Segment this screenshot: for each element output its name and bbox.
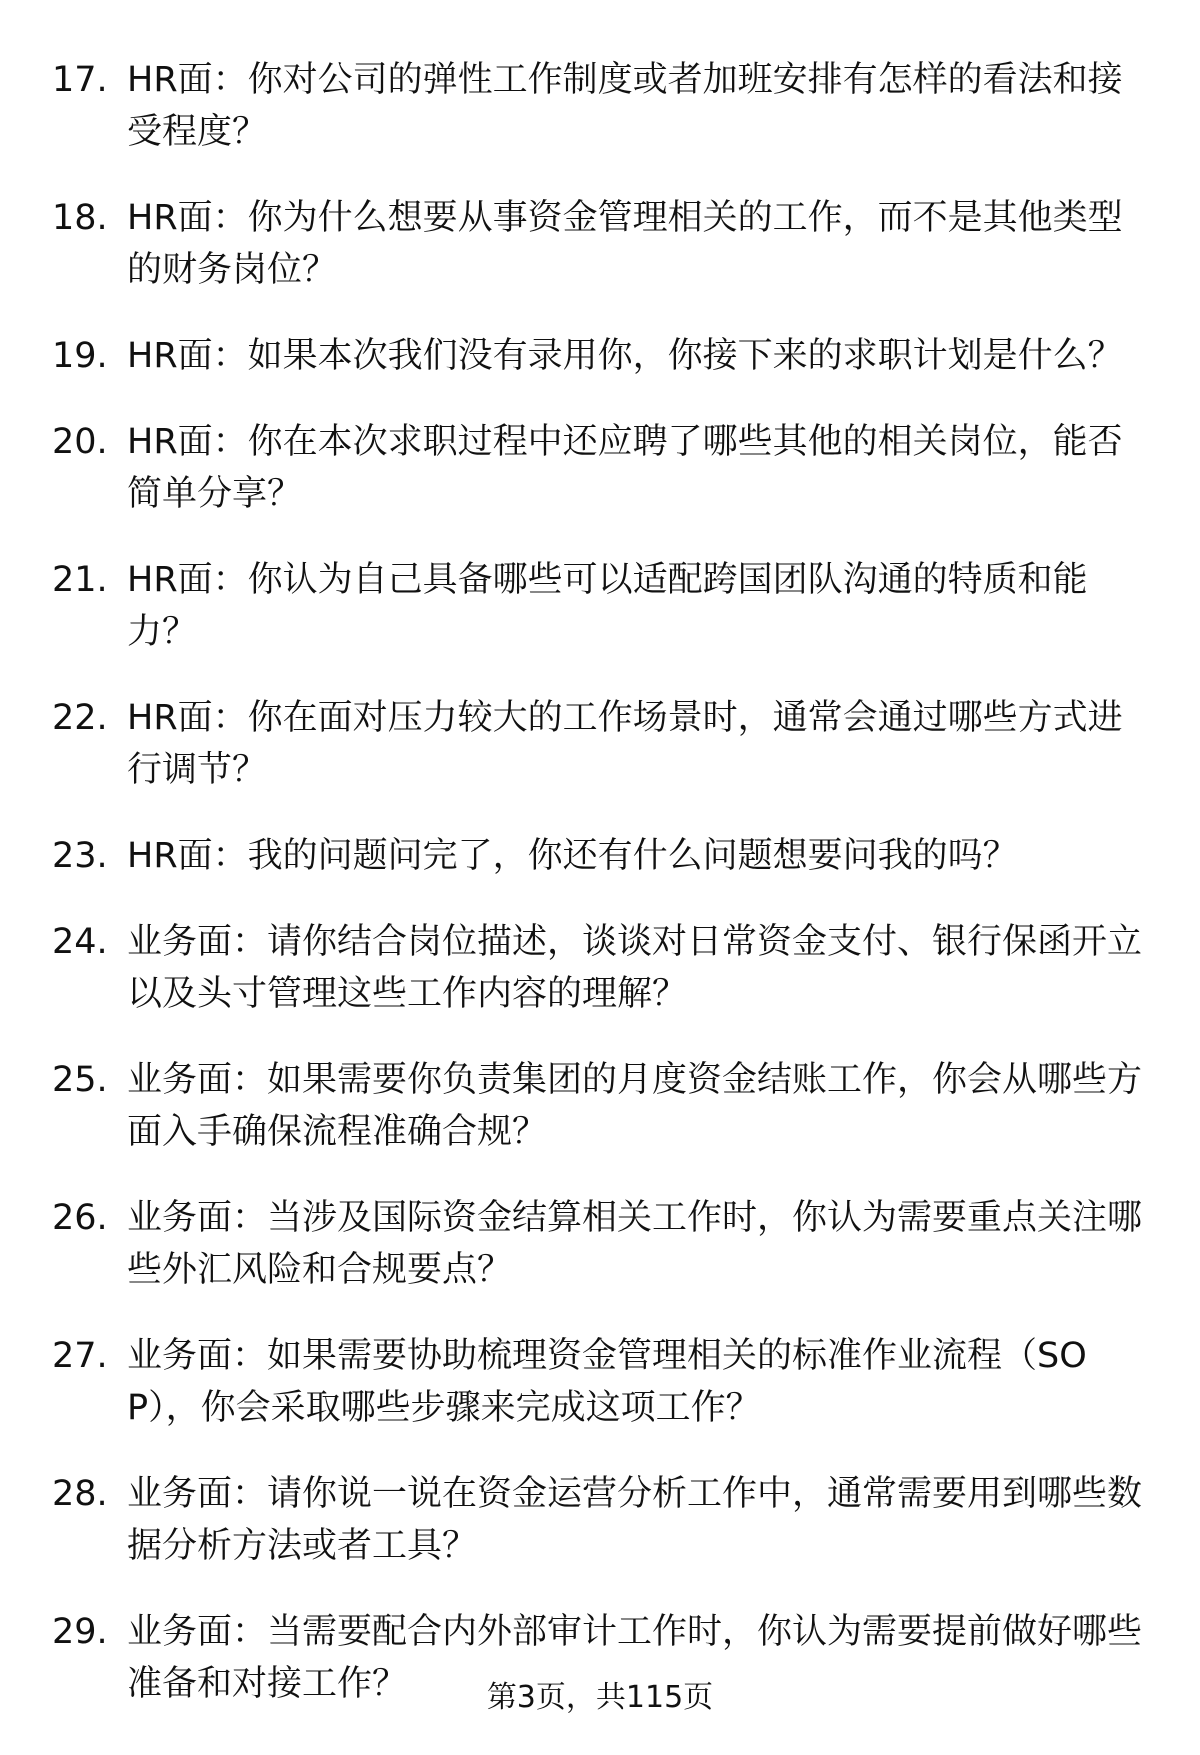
- question-item: [52, 416, 1157, 520]
- question-text: HR面：我的问题问完了，你还有什么问题想要问我的吗？: [127, 836, 1018, 876]
- page-footer: 第3页，共115页: [486, 1680, 714, 1715]
- question-item: [52, 1468, 1157, 1572]
- question-text: 业务面：当涉及国际资金结算相关工作时，你认为需要重点关注哪些外汇风险和合规要点？: [127, 1198, 1143, 1290]
- question-number: 27.: [52, 1336, 108, 1376]
- question-number: 29.: [52, 1612, 108, 1652]
- question-text: HR面：你在本次求职过程中还应聘了哪些其他的相关岗位，能否简单分享？: [127, 422, 1123, 514]
- question-number: 28.: [52, 1474, 108, 1514]
- question-text: HR面：如果本次我们没有录用你，你接下来的求职计划是什么？: [127, 336, 1123, 376]
- question-number: 26.: [52, 1198, 108, 1238]
- question-text: HR面：你为什么想要从事资金管理相关的工作，而不是其他类型的财务岗位？: [127, 198, 1123, 290]
- question-item: [52, 1330, 1157, 1434]
- question-text: 业务面：如果需要协助梳理资金管理相关的标准作业流程（SOP），你会采取哪些步骤来完成这项工作？: [127, 1336, 1087, 1428]
- question-number: 17.: [52, 60, 108, 100]
- question-number: 22.: [52, 698, 108, 738]
- question-number: 19.: [52, 336, 108, 376]
- question-number: 24.: [52, 922, 108, 962]
- question-text: 业务面：当需要配合内外部审计工作时，你认为需要提前做好哪些准备和对接工作？: [127, 1612, 1143, 1704]
- question-text: 业务面：请你结合岗位描述，谈谈对日常资金支付、银行保函开立以及头寸管理这些工作内容的理解？: [127, 922, 1143, 1014]
- question-item: [52, 54, 1157, 158]
- question-number: 23.: [52, 836, 108, 876]
- question-number: 18.: [52, 198, 108, 238]
- question-text: 业务面：请你说一说在资金运营分析工作中，通常需要用到哪些数据分析方法或者工具？: [127, 1474, 1143, 1566]
- question-item: [52, 1192, 1157, 1296]
- question-item: [52, 554, 1157, 658]
- question-item: [52, 692, 1157, 796]
- question-number: 20.: [52, 422, 108, 462]
- question-number: 21.: [52, 560, 108, 600]
- question-item: [52, 330, 1157, 382]
- question-item: [52, 830, 1157, 882]
- question-item: [52, 192, 1157, 296]
- question-text: HR面：你在面对压力较大的工作场景时，通常会通过哪些方式进行调节？: [127, 698, 1123, 790]
- question-text: HR面：你认为自己具备哪些可以适配跨国团队沟通的特质和能力？: [127, 560, 1088, 652]
- question-text: 业务面：如果需要你负责集团的月度资金结账工作，你会从哪些方面入手确保流程准确合规？: [127, 1060, 1143, 1152]
- question-number: 25.: [52, 1060, 108, 1100]
- question-list: [52, 54, 1157, 1744]
- question-text: HR面：你对公司的弹性工作制度或者加班安排有怎样的看法和接受程度？: [127, 60, 1123, 152]
- question-item: [52, 916, 1157, 1020]
- question-item: [52, 1054, 1157, 1158]
